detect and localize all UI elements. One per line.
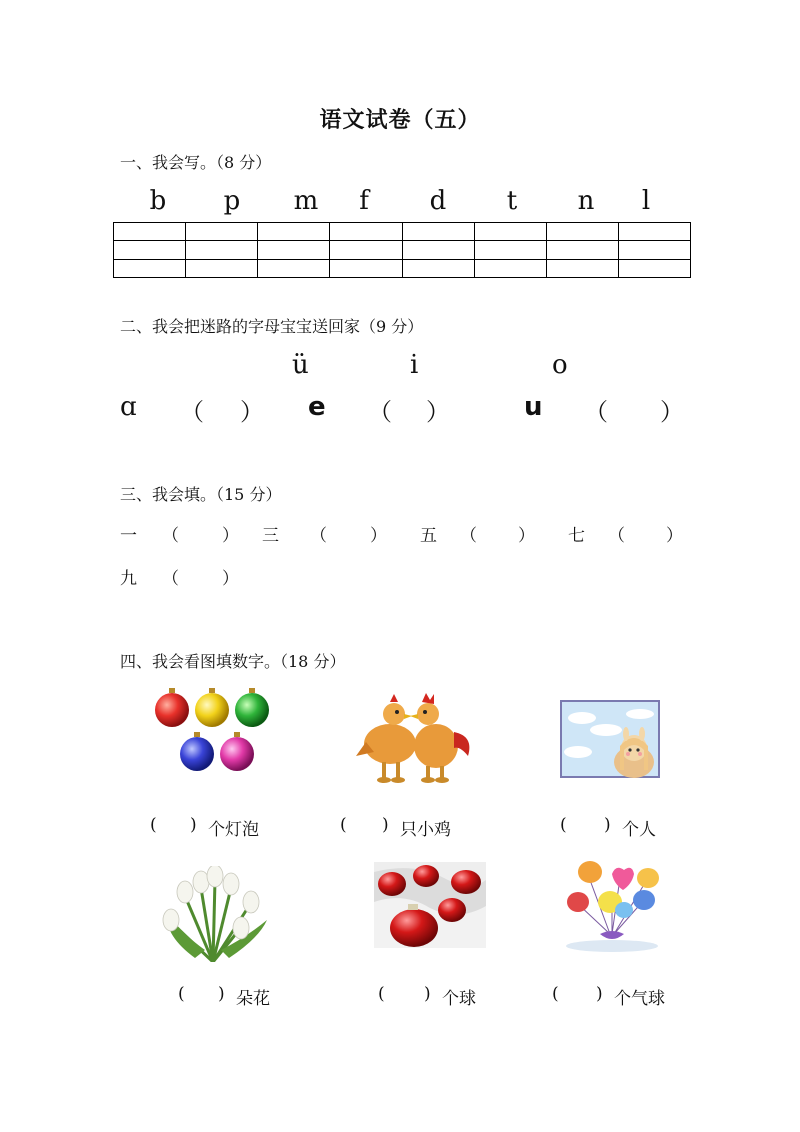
answer-paren-close: )	[596, 984, 603, 1004]
letter-d: d	[429, 186, 447, 216]
ornament-blue	[180, 732, 214, 771]
tulip	[177, 881, 193, 903]
balloon	[567, 892, 589, 912]
red-ball	[438, 898, 466, 922]
caption-chicks: 只小鸡	[400, 820, 451, 840]
answer-paren-close: ）	[518, 526, 535, 546]
letter-n: n	[577, 186, 595, 216]
caption-people: 个人	[622, 820, 656, 840]
answer-paren-open: （	[368, 398, 392, 426]
red-ball	[378, 872, 406, 896]
tulip	[193, 871, 209, 893]
answer-paren-open: （	[162, 569, 179, 589]
writing-cell[interactable]	[618, 241, 690, 259]
answer-paren-close: ）	[222, 526, 239, 546]
writing-cell[interactable]	[546, 223, 618, 241]
letter-u-umlaut: ü	[292, 350, 309, 380]
balloon	[633, 890, 655, 910]
writing-cell[interactable]	[258, 259, 330, 277]
caption-balls: 个球	[442, 989, 476, 1009]
answer-paren-open: (	[150, 815, 157, 835]
flowers-picture	[155, 866, 271, 962]
ornament-pink	[220, 732, 254, 771]
number-one: 一	[120, 526, 137, 546]
letter-i: i	[410, 350, 419, 380]
answer-paren-open: （	[608, 526, 625, 546]
ornament-green	[235, 688, 269, 727]
chicken-right	[410, 693, 469, 783]
balloon	[578, 861, 602, 883]
answer-paren-open: (	[340, 815, 347, 835]
balloon	[612, 868, 634, 890]
tulip	[233, 917, 249, 939]
ornaments-picture	[150, 684, 274, 778]
tulip	[207, 866, 223, 887]
red-balls-picture	[374, 862, 486, 948]
section2-heading: 二、我会把迷路的字母宝宝送回家（9 分）	[120, 317, 424, 336]
ornament-yellow	[195, 688, 229, 727]
writing-cell[interactable]	[618, 223, 690, 241]
person-picture	[560, 700, 660, 778]
writing-cell[interactable]	[330, 259, 402, 277]
section4-heading: 四、我会看图填数字。（18 分）	[120, 652, 346, 671]
answer-paren-close: ）	[222, 569, 239, 589]
page-title: 语文试卷（五）	[319, 107, 481, 133]
letter-u: u	[524, 392, 543, 422]
answer-paren-open: （	[162, 526, 179, 546]
writing-cell[interactable]	[402, 259, 474, 277]
letter-a: ɑ	[120, 392, 137, 422]
answer-paren-close: )	[424, 984, 431, 1004]
number-nine: 九	[120, 569, 137, 589]
writing-cell[interactable]	[474, 223, 546, 241]
writing-cell[interactable]	[186, 223, 258, 241]
answer-paren-open: （	[310, 526, 327, 546]
balloon	[637, 868, 659, 888]
writing-cell[interactable]	[114, 259, 186, 277]
letter-p: p	[223, 186, 241, 216]
writing-cell[interactable]	[546, 259, 618, 277]
red-ball	[390, 909, 438, 947]
answer-paren-close: ）	[660, 398, 684, 426]
writing-grid	[113, 222, 691, 278]
writing-cell[interactable]	[258, 223, 330, 241]
writing-cell[interactable]	[330, 223, 402, 241]
chickens-picture	[356, 692, 478, 786]
writing-cell[interactable]	[402, 241, 474, 259]
number-five: 五	[420, 526, 437, 546]
writing-cell[interactable]	[546, 241, 618, 259]
ornament-red	[155, 688, 189, 727]
tulip	[243, 891, 259, 913]
section1-heading: 一、我会写。（8 分）	[120, 153, 272, 172]
balloon	[615, 902, 633, 918]
answer-paren-open: (	[552, 984, 559, 1004]
caption-light-bulbs: 个灯泡	[208, 820, 259, 840]
answer-paren-close: )	[382, 815, 389, 835]
writing-grid-row	[114, 259, 691, 277]
answer-paren-open: （	[584, 398, 608, 426]
writing-cell[interactable]	[474, 259, 546, 277]
answer-paren-open: (	[378, 984, 385, 1004]
tulip	[223, 873, 239, 895]
writing-cell[interactable]	[330, 241, 402, 259]
answer-paren-close: )	[190, 815, 197, 835]
letter-f: f	[359, 186, 369, 216]
letter-e: e	[308, 392, 326, 422]
letter-l: l	[641, 186, 651, 216]
writing-cell[interactable]	[186, 241, 258, 259]
caption-balloons: 个气球	[614, 989, 665, 1009]
writing-cell[interactable]	[474, 241, 546, 259]
answer-paren-close: ）	[666, 526, 683, 546]
red-ball	[451, 870, 481, 894]
balloons-picture	[560, 858, 664, 954]
tulip	[163, 909, 179, 931]
red-ball	[413, 865, 439, 887]
writing-cell[interactable]	[402, 223, 474, 241]
answer-paren-open: (	[560, 815, 567, 835]
answer-paren-open: (	[178, 984, 185, 1004]
answer-paren-open: （	[460, 526, 477, 546]
letter-b: b	[149, 186, 167, 216]
answer-paren-open: （	[180, 398, 204, 426]
section1-letter-row	[0, 186, 800, 220]
answer-paren-close: ）	[240, 398, 264, 426]
chicken-left	[356, 694, 416, 783]
section3-heading: 三、我会填。（15 分）	[120, 485, 282, 504]
answer-paren-close: )	[218, 984, 225, 1004]
letter-t: t	[506, 186, 518, 216]
letter-o: o	[552, 350, 568, 380]
letter-m: m	[293, 186, 319, 216]
writing-grid-row	[114, 223, 691, 241]
writing-cell[interactable]	[258, 241, 330, 259]
writing-cell[interactable]	[618, 259, 690, 277]
number-three: 三	[262, 526, 279, 546]
writing-grid-row	[114, 241, 691, 259]
number-seven: 七	[568, 526, 585, 546]
writing-cell[interactable]	[114, 241, 186, 259]
answer-paren-close: ）	[370, 526, 387, 546]
writing-cell[interactable]	[114, 223, 186, 241]
writing-cell[interactable]	[186, 259, 258, 277]
answer-paren-close: )	[604, 815, 611, 835]
caption-flowers: 朵花	[236, 989, 270, 1009]
answer-paren-close: ）	[426, 398, 450, 426]
